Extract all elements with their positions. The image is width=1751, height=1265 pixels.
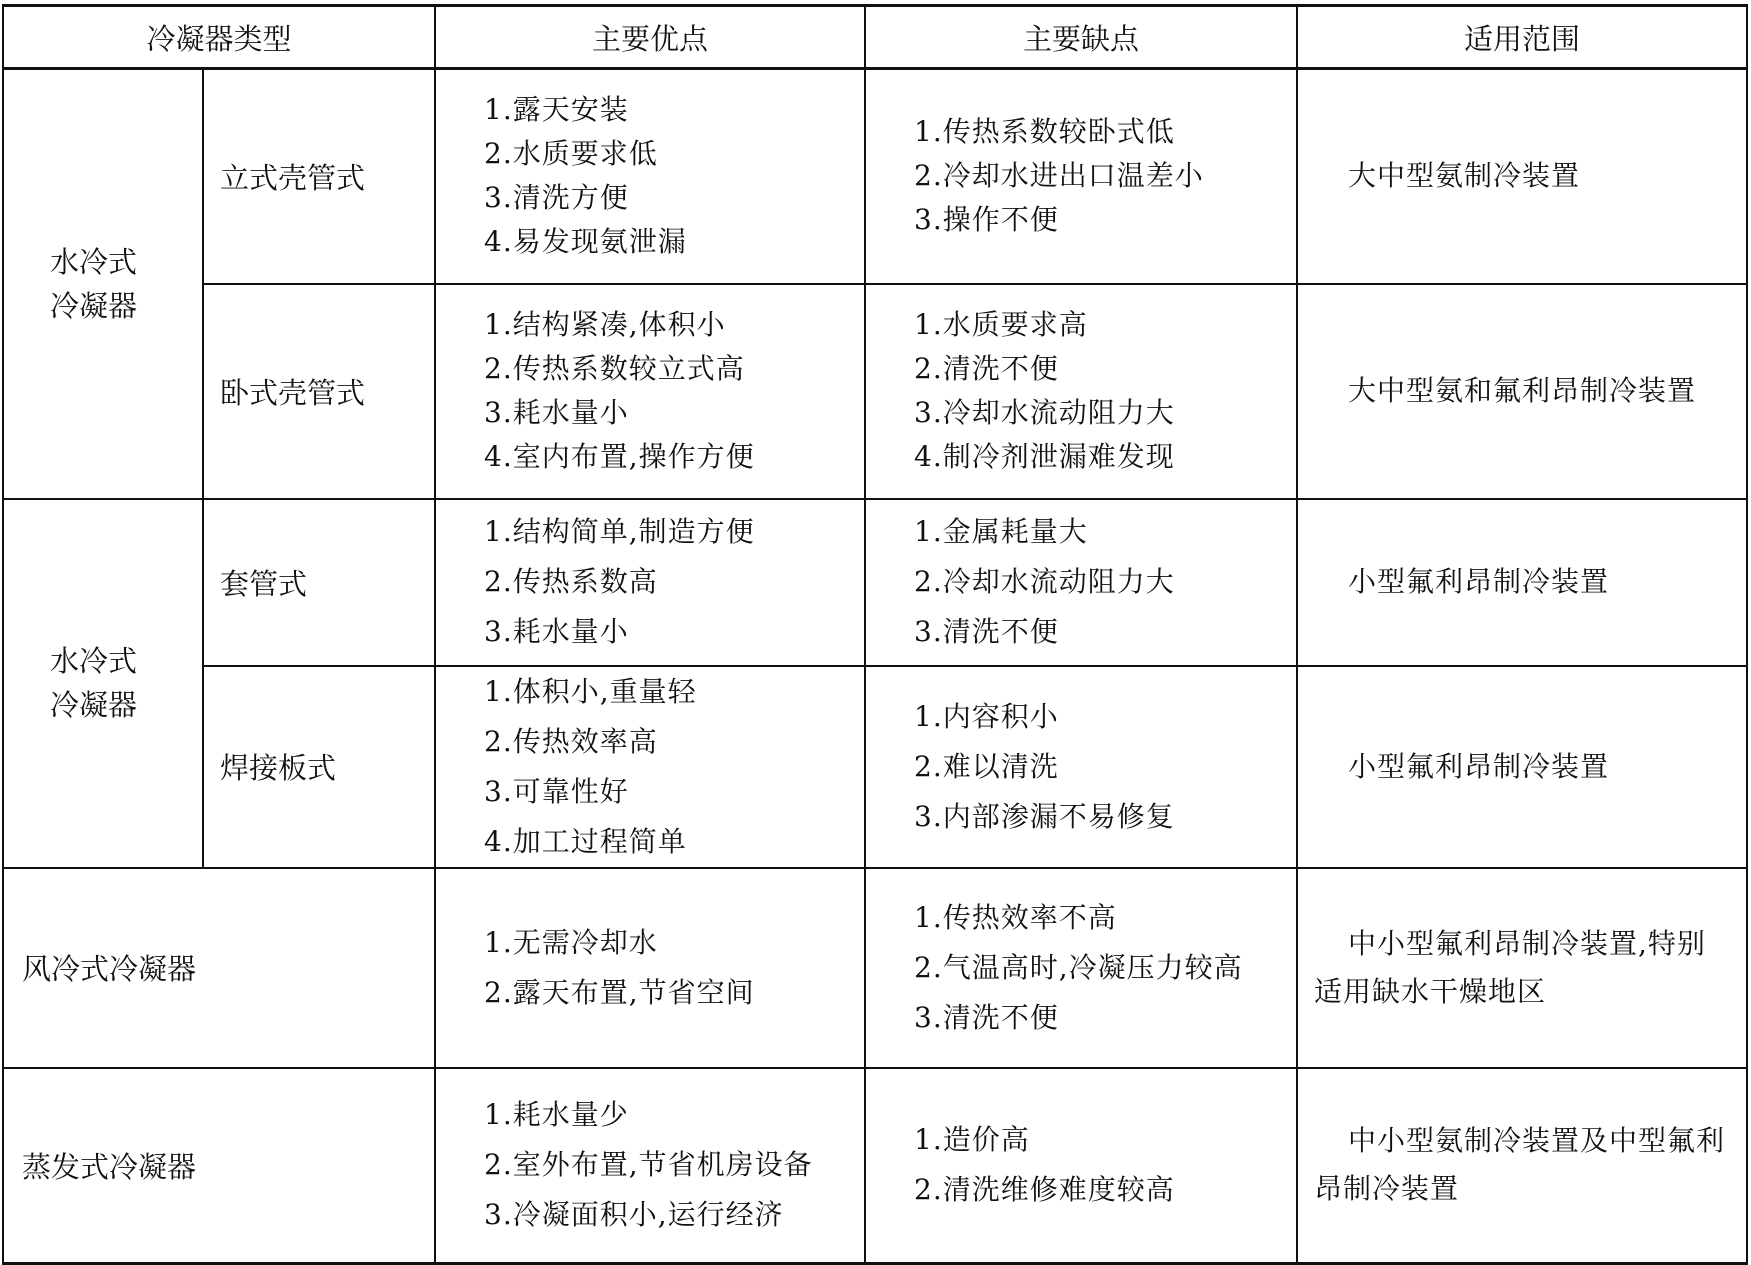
list-item: 1.结构简单,制造方便 [484, 515, 755, 548]
list-item: 1.水质要求高 [914, 308, 1088, 341]
list-item: 2.传热效率高 [484, 724, 658, 758]
header-advantages: 主要优点 [435, 6, 865, 69]
header-scope: 适用范围 [1297, 6, 1747, 69]
list-item: 1.结构紧凑,体积小 [484, 308, 726, 341]
list-item: 3.冷却水流动阻力大 [914, 396, 1175, 429]
type-cell: 蒸发式冷凝器 [3, 1068, 435, 1264]
header-row [3, 6, 1747, 69]
list-item: 3.操作不便 [914, 203, 1059, 237]
advantages-cell [435, 284, 865, 499]
category-line: 水冷式 [50, 644, 138, 678]
list-item: 3.清洗不便 [914, 1000, 1059, 1034]
scope-cell: 大中型氨和氟利昂制冷装置 [1297, 284, 1747, 499]
table-row [3, 69, 1747, 284]
disadvantages-cell [865, 868, 1297, 1068]
list-item: 1.传热系数较卧式低 [914, 115, 1175, 149]
category-line: 水冷式 [50, 244, 138, 279]
list-item: 2.水质要求低 [484, 137, 658, 171]
type-cell: 风冷式冷凝器 [3, 868, 435, 1068]
list-item: 2.难以清洗 [914, 749, 1059, 783]
list-item: 2.冷却水进出口温差小 [914, 159, 1204, 193]
table-row [3, 499, 1747, 666]
advantages-cell [435, 868, 865, 1068]
advantages-cell [435, 499, 865, 666]
list-item: 3.耗水量小 [484, 615, 629, 648]
list-item: 4.易发现氨泄漏 [484, 225, 687, 259]
list-item: 3.清洗不便 [914, 615, 1059, 648]
scope-cell: 中小型氨制冷装置及中型氟利昂制冷装置 [1297, 1068, 1747, 1264]
scope-cell: 小型氟利昂制冷装置 [1297, 666, 1747, 868]
category-line: 冷凝器 [50, 288, 138, 323]
type-cell: 套管式 [203, 499, 435, 666]
list-item: 2.室外布置,节省机房设备 [484, 1148, 813, 1182]
type-cell: 立式壳管式 [203, 69, 435, 284]
list-item: 2.传热系数高 [484, 565, 658, 598]
category-cell [3, 69, 203, 499]
list-item: 2.冷却水流动阻力大 [914, 565, 1175, 598]
list-item: 1.耗水量少 [484, 1098, 629, 1132]
advantages-cell [435, 69, 865, 284]
list-item: 2.清洗不便 [914, 352, 1059, 385]
type-cell: 卧式壳管式 [203, 284, 435, 499]
disadvantages-cell [865, 284, 1297, 499]
list-item: 4.制冷剂泄漏难发现 [914, 440, 1175, 473]
list-item: 2.清洗维修难度较高 [914, 1173, 1175, 1207]
header-type: 冷凝器类型 [3, 6, 435, 69]
list-item: 3.冷凝面积小,运行经济 [484, 1198, 784, 1232]
scope-cell: 小型氟利昂制冷装置 [1297, 499, 1747, 666]
advantages-cell [435, 666, 865, 868]
scope-cell: 中小型氟利昂制冷装置,特别适用缺水干燥地区 [1297, 868, 1747, 1068]
list-item: 3.内部渗漏不易修复 [914, 799, 1175, 833]
table-row [3, 666, 1747, 868]
disadvantages-cell [865, 666, 1297, 868]
disadvantages-cell [865, 1068, 1297, 1264]
list-item: 1.露天安装 [484, 93, 629, 127]
list-item: 1.传热效率不高 [914, 900, 1117, 934]
table-row [3, 284, 1747, 499]
disadvantages-cell [865, 69, 1297, 284]
disadvantages-cell [865, 499, 1297, 666]
table-row [3, 1068, 1747, 1264]
list-item: 3.可靠性好 [484, 774, 629, 808]
list-item: 1.无需冷却水 [484, 925, 658, 959]
list-item: 2.露天布置,节省空间 [484, 975, 755, 1009]
list-item: 2.气温高时,冷凝压力较高 [914, 950, 1243, 984]
type-cell: 焊接板式 [203, 666, 435, 868]
list-item: 4.室内布置,操作方便 [484, 440, 755, 473]
header-disadvantages: 主要缺点 [865, 6, 1297, 69]
scope-cell: 大中型氨制冷装置 [1297, 69, 1747, 284]
list-item: 3.耗水量小 [484, 396, 629, 429]
list-item: 1.金属耗量大 [914, 515, 1088, 548]
list-item: 1.体积小,重量轻 [484, 674, 697, 708]
condenser-comparison-table [2, 4, 1748, 1265]
list-item: 1.造价高 [914, 1123, 1030, 1157]
category-line: 冷凝器 [50, 688, 138, 722]
list-item: 2.传热系数较立式高 [484, 352, 745, 385]
list-item: 4.加工过程简单 [484, 824, 687, 858]
list-item: 3.清洗方便 [484, 181, 629, 215]
table-row [3, 868, 1747, 1068]
category-cell [3, 499, 203, 868]
advantages-cell [435, 1068, 865, 1264]
list-item: 1.内容积小 [914, 699, 1059, 733]
